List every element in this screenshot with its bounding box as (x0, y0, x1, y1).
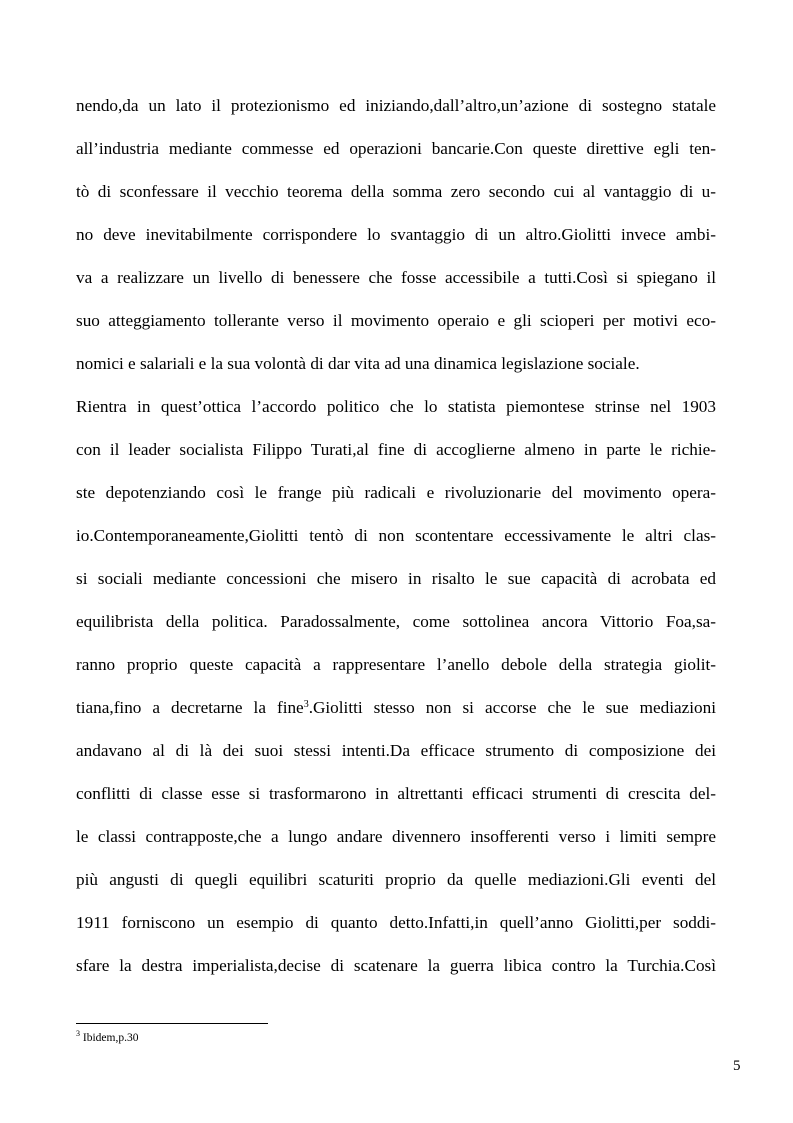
footnote-marker: 3 (76, 1029, 80, 1039)
body-text (76, 84, 716, 987)
text-line: tò di sconfessare il vecchio teorema della somma zero secondo cui al vantaggio di u- (76, 182, 716, 201)
footnote-reference[interactable]: 3 (303, 699, 309, 711)
text-line: suo atteggiamento tollerante verso il movimento operaio e gli scioperi per motivi eco- (76, 311, 716, 330)
text-line: no deve inevitabilmente corrispondere lo svantaggio di un altro.Giolitti invece ambi- (76, 225, 716, 244)
text-segment: .Giolitti stesso non si accorse che le sue mediazioni (308, 698, 716, 717)
text-line: le classi contrapposte,che a lungo andare divennero insofferenti verso i limiti sempre (76, 827, 716, 846)
text-line: all’industria mediante commesse ed operazioni bancarie.Con queste direttive egli ten- (76, 139, 716, 158)
text-line: conflitti di classe esse si trasformarono in altrettanti efficaci strumenti di crescita del- (76, 784, 716, 803)
text-line: sfare la destra imperialista,decise di scatenare la guerra libica contro la Turchia.Così (76, 956, 716, 975)
text-line-with-footnote-ref (76, 686, 716, 729)
footnote-text: Ibidem,p.30 (82, 1032, 139, 1044)
footnote (76, 1031, 138, 1045)
text-line: si sociali mediante concessioni che misero in risalto le sue capacità di acrobata ed (76, 569, 716, 588)
text-line: nendo,da un lato il protezionismo ed iniziando,dall’altro,un’azione di sostegno statale (76, 96, 716, 115)
text-line: io.Contemporaneamente,Giolitti tentò di non scontentare eccessivamente le altri clas- (76, 526, 716, 545)
text-segment: tiana,fino a decretarne la fine (76, 698, 304, 717)
text-line: 1911 forniscono un esempio di quanto detto.Infatti,in quell’anno Giolitti,per soddi- (76, 913, 716, 932)
text-line: più angusti di quegli equilibri scaturiti proprio da quelle mediazioni.Gli eventi del (76, 870, 716, 889)
text-line: nomici e salariali e la sua volontà di dar vita ad una dinamica legislazione sociale. (76, 354, 640, 373)
text-line: equilibrista della politica. Paradossalmente, come sottolinea ancora Vittorio Foa,sa- (76, 612, 716, 631)
text-line: ranno proprio queste capacità a rappresentare l’anello debole della strategia giolit- (76, 655, 716, 674)
text-line: andavano al di là dei suoi stessi intenti.Da efficace strumento di composizione dei (76, 741, 716, 760)
text-line: Rientra in quest’ottica l’accordo politico che lo statista piemontese strinse nel 1903 (76, 397, 716, 416)
page-number: 5 (733, 1058, 741, 1074)
text-line: ste depotenziando così le frange più radicali e rivoluzionarie del movimento opera- (76, 483, 716, 502)
text-line: con il leader socialista Filippo Turati,al fine di accoglierne almeno in parte le richie- (76, 440, 716, 459)
text-line: va a realizzare un livello di benessere che fosse accessibile a tutti.Così si spiegano il (76, 268, 716, 287)
footnote-separator (76, 1023, 268, 1024)
